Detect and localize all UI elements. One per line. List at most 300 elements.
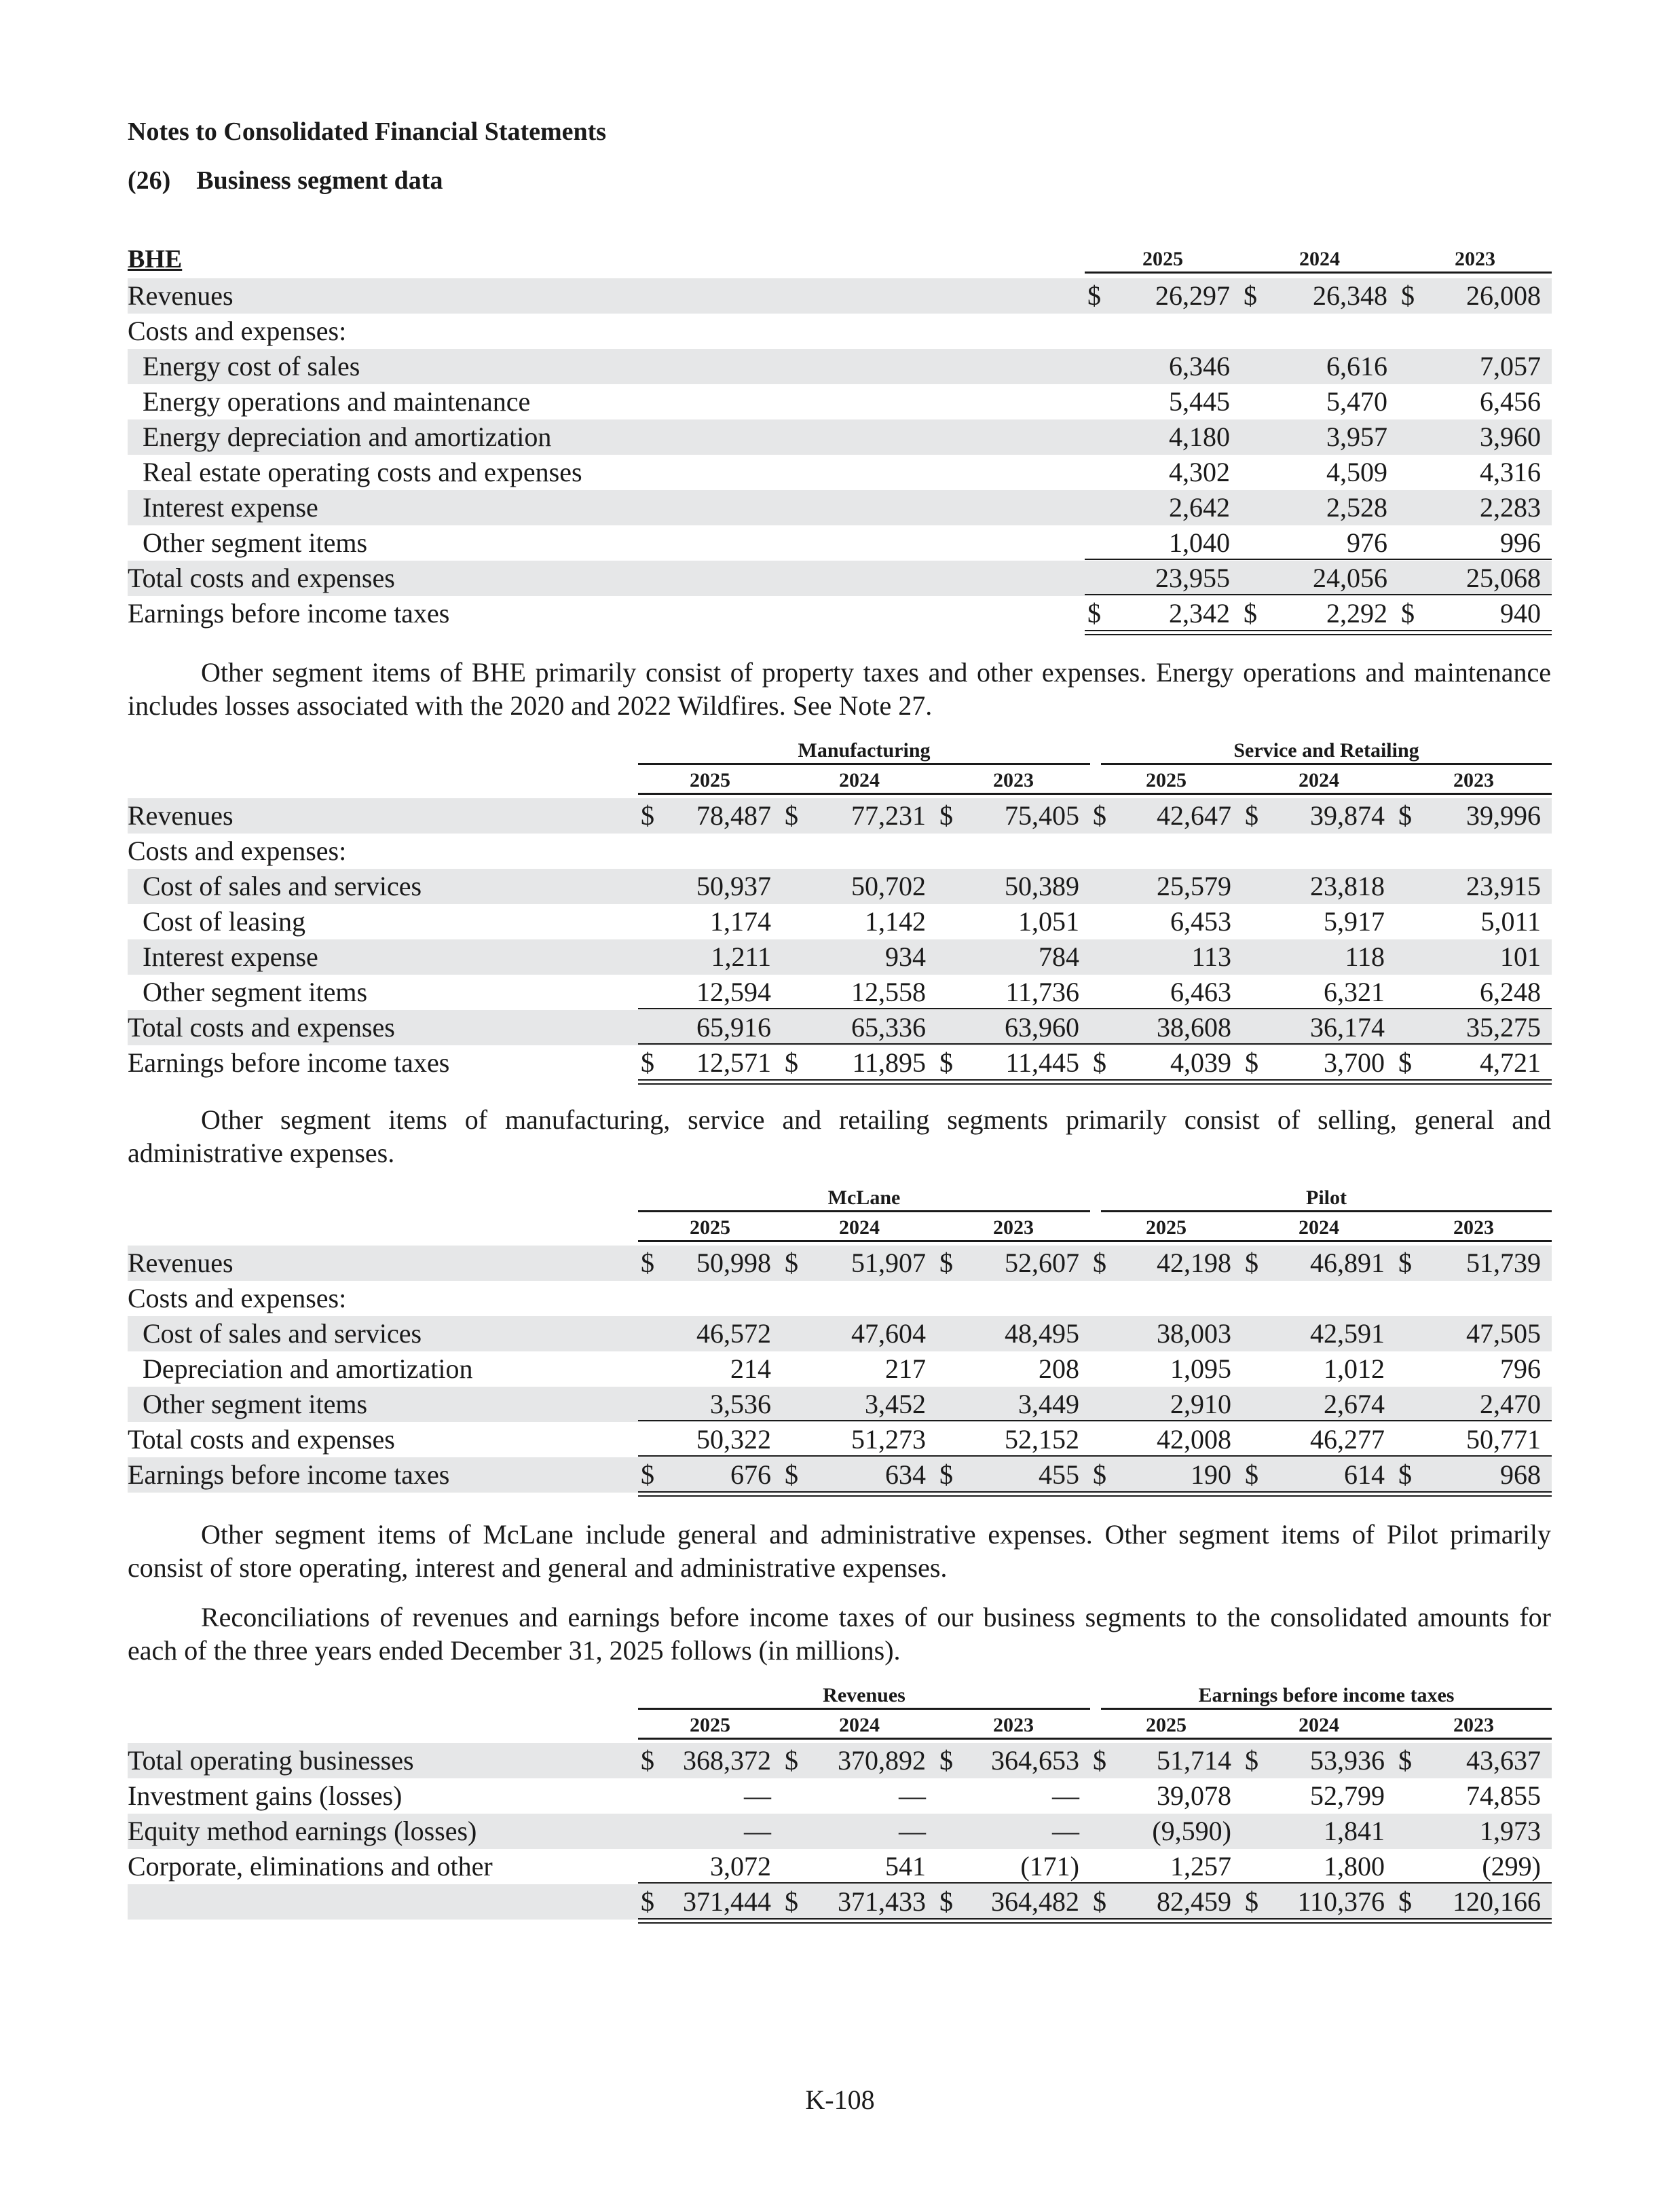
- group-header: Manufacturing: [638, 738, 1090, 765]
- currency-sign: $: [1398, 800, 1412, 831]
- cell-value: 48,495: [1005, 1318, 1079, 1349]
- cell-value: 63,960: [1005, 1012, 1079, 1043]
- currency-sign: $: [1245, 1248, 1258, 1278]
- underline-rule: [1085, 594, 1241, 595]
- underline-rule: [1242, 1882, 1396, 1884]
- year-header: 2023: [1396, 1713, 1552, 1740]
- cell-value: 6,463: [1170, 977, 1231, 1007]
- row-label: Energy operations and maintenance: [143, 386, 531, 417]
- cell-value: 42,198: [1157, 1248, 1231, 1278]
- cell-value: 4,302: [1169, 457, 1230, 487]
- cell-value: [1241, 314, 1387, 349]
- year-header: 2024: [782, 1713, 937, 1740]
- cell-value: 6,453: [1170, 906, 1231, 937]
- row-label: Cost of leasing: [143, 906, 305, 937]
- cell-value: 38,003: [1157, 1318, 1231, 1349]
- year-header: 2025: [1090, 1216, 1242, 1242]
- underline-rule: [1241, 559, 1398, 560]
- cell-value: 217: [885, 1353, 926, 1384]
- currency-sign: $: [1093, 1047, 1106, 1078]
- cell-value: 968: [1500, 1459, 1541, 1490]
- year-header: 2025: [638, 1216, 782, 1242]
- cell-value: 976: [1347, 527, 1387, 558]
- currency-sign: $: [1245, 1745, 1258, 1776]
- mfg-note: Other segment items of manufacturing, service and retailing segments primarily consist of selling, general and administrative expenses.: [128, 1104, 1551, 1168]
- double-underline-rule: [638, 1491, 782, 1497]
- cell-value: 46,277: [1310, 1424, 1385, 1455]
- underline-rule: [1242, 1455, 1396, 1457]
- cell-value: 65,336: [851, 1012, 926, 1043]
- year-header: 2025: [638, 768, 782, 795]
- table-row: [128, 1743, 1552, 1778]
- row-label: Interest expense: [143, 941, 318, 972]
- row-label: Interest expense: [143, 492, 318, 523]
- currency-sign: $: [785, 1248, 798, 1278]
- year-header: 2023: [1396, 768, 1552, 795]
- table-row: [128, 1814, 1552, 1849]
- table-row: [128, 596, 1552, 631]
- currency-sign: $: [1093, 1459, 1106, 1490]
- cell-value: 4,721: [1480, 1047, 1541, 1078]
- cell-value: 2,283: [1480, 492, 1541, 523]
- cell-value: 26,297: [1155, 280, 1230, 311]
- group-header: Revenues: [638, 1683, 1090, 1710]
- cell-value: 78,487: [696, 800, 771, 831]
- double-underline-rule: [1090, 1918, 1242, 1924]
- cell-value: —: [899, 1816, 926, 1846]
- row-label: Other segment items: [143, 527, 368, 558]
- cell-value: 3,700: [1324, 1047, 1385, 1078]
- cell-value: 3,960: [1480, 422, 1541, 452]
- currency-sign: $: [641, 1459, 654, 1490]
- table-row: [128, 349, 1552, 384]
- row-label: Energy depreciation and amortization: [143, 422, 552, 452]
- year-header: 2024: [1242, 1713, 1396, 1740]
- cell-value: 23,915: [1466, 871, 1541, 901]
- cell-value: 2,910: [1170, 1389, 1231, 1419]
- underline-rule: [638, 1455, 782, 1457]
- row-label: Revenues: [128, 1248, 234, 1278]
- cell-value: 5,917: [1324, 906, 1385, 937]
- table-row: [128, 1281, 1552, 1316]
- cell-value: 2,292: [1326, 598, 1387, 629]
- table-row: [128, 384, 1552, 419]
- cell-value: 934: [885, 941, 926, 972]
- cell-value: 43,637: [1466, 1745, 1541, 1776]
- double-underline-rule: [1242, 1491, 1396, 1497]
- cell-value: [1090, 834, 1231, 869]
- year-header: 2024: [782, 1216, 937, 1242]
- cell-value: 53,936: [1310, 1745, 1385, 1776]
- currency-sign: $: [785, 800, 798, 831]
- cell-value: 455: [1039, 1459, 1079, 1490]
- bhe-label: BHE: [128, 245, 183, 274]
- cell-value: 370,892: [838, 1745, 926, 1776]
- row-label: Earnings before income taxes: [128, 1459, 450, 1490]
- underline-rule: [937, 1882, 1090, 1884]
- year-header: 2023: [1396, 1216, 1552, 1242]
- underline-rule: [638, 1043, 782, 1045]
- mclane-note: Other segment items of McLane include general and administrative expenses. Other segment items of Pilot primarily consist of store operating, interest and general and administrative expenses.: [128, 1519, 1551, 1583]
- cell-value: 50,702: [851, 871, 926, 901]
- row-label: Costs and expenses:: [128, 316, 347, 346]
- double-underline-rule: [1396, 1918, 1552, 1924]
- currency-sign: $: [1401, 598, 1415, 629]
- table-row: [128, 1246, 1552, 1281]
- cell-value: (299): [1482, 1851, 1541, 1882]
- cell-value: 12,594: [696, 977, 771, 1007]
- cell-value: 74,855: [1466, 1780, 1541, 1811]
- cell-value: 11,895: [852, 1047, 926, 1078]
- row-label: Equity method earnings (losses): [128, 1816, 477, 1846]
- cell-value: 23,818: [1310, 871, 1385, 901]
- cell-value: 3,452: [865, 1389, 926, 1419]
- row-label: Total operating businesses: [128, 1745, 414, 1776]
- cell-value: 11,736: [1005, 977, 1079, 1007]
- cell-value: —: [1052, 1780, 1079, 1811]
- double-underline-rule: [1396, 1491, 1552, 1497]
- cell-value: [782, 834, 926, 869]
- cell-value: 52,152: [1005, 1424, 1079, 1455]
- underline-rule: [638, 1882, 782, 1884]
- cell-value: 113: [1191, 941, 1231, 972]
- currency-sign: $: [939, 800, 953, 831]
- cell-value: 6,248: [1480, 977, 1541, 1007]
- cell-value: 42,647: [1157, 800, 1231, 831]
- cell-value: 3,072: [710, 1851, 771, 1882]
- cell-value: —: [744, 1816, 771, 1846]
- double-underline-rule: [638, 1918, 782, 1924]
- underline-rule: [1242, 1008, 1396, 1009]
- cell-value: [1396, 1281, 1541, 1316]
- reconciliation-intro: Reconciliations of revenues and earnings before income taxes of our business segments to the consolidated amounts for each of the three years ended December 31, 2025 follows (in millions).: [128, 1602, 1551, 1666]
- row-label: Total costs and expenses: [128, 1012, 395, 1043]
- table-row: [128, 1778, 1552, 1814]
- currency-sign: $: [1398, 1886, 1412, 1917]
- cell-value: 11,445: [1005, 1047, 1079, 1078]
- cell-value: 4,039: [1170, 1047, 1231, 1078]
- table-row: [128, 1351, 1552, 1387]
- double-underline-rule: [937, 1491, 1090, 1497]
- cell-value: 46,572: [696, 1318, 771, 1349]
- currency-sign: $: [939, 1886, 953, 1917]
- double-underline-rule: [937, 1918, 1090, 1924]
- cell-value: [638, 834, 771, 869]
- year-header: 2025: [1090, 768, 1242, 795]
- currency-sign: $: [939, 1248, 953, 1278]
- cell-value: 2,674: [1324, 1389, 1385, 1419]
- cell-value: 364,653: [991, 1745, 1079, 1776]
- currency-sign: $: [939, 1459, 953, 1490]
- cell-value: 12,558: [851, 977, 926, 1007]
- cell-value: 1,211: [711, 941, 771, 972]
- year-header: 2024: [1242, 768, 1396, 795]
- double-underline-rule: [937, 1079, 1090, 1085]
- table-row: [128, 975, 1552, 1010]
- cell-value: [937, 834, 1079, 869]
- group-header: Pilot: [1101, 1186, 1552, 1212]
- double-underline-rule: [782, 1079, 937, 1085]
- cell-value: 676: [730, 1459, 771, 1490]
- cell-value: 39,874: [1310, 800, 1385, 831]
- currency-sign: $: [1093, 1745, 1106, 1776]
- cell-value: [1398, 314, 1541, 349]
- cell-value: 24,056: [1313, 563, 1387, 593]
- cell-value: [1090, 1281, 1231, 1316]
- cell-value: 784: [1039, 941, 1079, 972]
- cell-value: 39,996: [1466, 800, 1541, 831]
- double-underline-rule: [1242, 1918, 1396, 1924]
- cell-value: 371,444: [683, 1886, 771, 1917]
- currency-sign: $: [1093, 800, 1106, 831]
- cell-value: 51,907: [851, 1248, 926, 1278]
- table-row: [128, 314, 1552, 349]
- page-title: Notes to Consolidated Financial Statements: [128, 117, 607, 146]
- currency-sign: $: [785, 1886, 798, 1917]
- double-underline-rule: [782, 1491, 937, 1497]
- cell-value: 38,608: [1157, 1012, 1231, 1043]
- underline-rule: [1398, 594, 1552, 595]
- cell-value: 36,174: [1310, 1012, 1385, 1043]
- currency-sign: $: [1398, 1459, 1412, 1490]
- currency-sign: $: [1398, 1047, 1412, 1078]
- cell-value: 1,051: [1018, 906, 1079, 937]
- cell-value: 4,509: [1326, 457, 1387, 487]
- cell-value: 101: [1500, 941, 1541, 972]
- year-header: 2023: [937, 1713, 1090, 1740]
- cell-value: 1,040: [1169, 527, 1230, 558]
- cell-value: 634: [885, 1459, 926, 1490]
- year-header: 2023: [937, 1216, 1090, 1242]
- row-label: Revenues: [128, 280, 234, 311]
- cell-value: 6,616: [1326, 351, 1387, 381]
- underline-rule: [1398, 559, 1552, 560]
- year-header: 2024: [1242, 1216, 1396, 1242]
- currency-sign: $: [641, 1248, 654, 1278]
- cell-value: 6,346: [1169, 351, 1230, 381]
- row-label: Revenues: [128, 800, 234, 831]
- section-title: (26) Business segment data: [128, 166, 443, 195]
- table-row: [128, 490, 1552, 525]
- row-label: Investment gains (losses): [128, 1780, 403, 1811]
- double-underline-rule: [1090, 1079, 1242, 1085]
- cell-value: 82,459: [1157, 1886, 1231, 1917]
- cell-value: [1242, 1281, 1385, 1316]
- currency-sign: $: [1093, 1886, 1106, 1917]
- cell-value: 42,591: [1310, 1318, 1385, 1349]
- underline-rule: [1090, 1008, 1242, 1009]
- cell-value: 614: [1344, 1459, 1385, 1490]
- table-row: [128, 1884, 1552, 1920]
- cell-value: 5,470: [1326, 386, 1387, 417]
- currency-sign: $: [1245, 1886, 1258, 1917]
- row-label: Costs and expenses:: [128, 836, 347, 866]
- table-row: [128, 1387, 1552, 1422]
- cell-value: 1,257: [1170, 1851, 1231, 1882]
- double-underline-rule: [1398, 630, 1552, 635]
- year-header: 2023: [1398, 247, 1552, 274]
- cell-value: 996: [1500, 527, 1541, 558]
- cell-value: 1,800: [1324, 1851, 1385, 1882]
- cell-value: 65,916: [696, 1012, 771, 1043]
- underline-rule: [1090, 1455, 1242, 1457]
- cell-value: 120,166: [1453, 1886, 1541, 1917]
- cell-value: 118: [1345, 941, 1385, 972]
- underline-rule: [937, 1043, 1090, 1045]
- currency-sign: $: [1398, 1248, 1412, 1278]
- row-label: Energy cost of sales: [143, 351, 360, 381]
- table-row: [128, 834, 1552, 869]
- cell-value: 1,841: [1324, 1816, 1385, 1846]
- row-label: Earnings before income taxes: [128, 598, 450, 629]
- double-underline-rule: [638, 1079, 782, 1085]
- cell-value: 42,008: [1157, 1424, 1231, 1455]
- table-row: [128, 904, 1552, 939]
- row-label: Total costs and expenses: [128, 563, 395, 593]
- cell-value: 5,445: [1169, 386, 1230, 417]
- underline-rule: [1090, 1043, 1242, 1045]
- table-row: [128, 455, 1552, 490]
- table-row: [128, 1045, 1552, 1081]
- underline-rule: [782, 1008, 937, 1009]
- underline-rule: [1396, 1882, 1552, 1884]
- underline-rule: [937, 1008, 1090, 1009]
- double-underline-rule: [782, 1918, 937, 1924]
- cell-value: [937, 1281, 1079, 1316]
- underline-rule: [638, 1008, 782, 1009]
- row-label: Other segment items: [143, 977, 368, 1007]
- underline-rule: [1242, 1420, 1396, 1421]
- currency-sign: $: [1398, 1745, 1412, 1776]
- currency-sign: $: [641, 800, 654, 831]
- cell-value: —: [744, 1780, 771, 1811]
- cell-value: 1,095: [1170, 1353, 1231, 1384]
- cell-value: 50,998: [696, 1248, 771, 1278]
- row-label: Other segment items: [143, 1389, 368, 1419]
- currency-sign: $: [1087, 598, 1101, 629]
- currency-sign: $: [1244, 598, 1257, 629]
- cell-value: 110,376: [1297, 1886, 1385, 1917]
- cell-value: 371,433: [838, 1886, 926, 1917]
- cell-value: 1,174: [710, 906, 771, 937]
- underline-rule: [1396, 1008, 1552, 1009]
- currency-sign: $: [939, 1047, 953, 1078]
- underline-rule: [1085, 559, 1241, 560]
- cell-value: 5,011: [1480, 906, 1541, 937]
- cell-value: 23,955: [1155, 563, 1230, 593]
- cell-value: 51,273: [851, 1424, 926, 1455]
- cell-value: [782, 1281, 926, 1316]
- group-header: McLane: [638, 1186, 1090, 1212]
- table-row: [128, 869, 1552, 904]
- cell-value: 52,799: [1310, 1780, 1385, 1811]
- cell-value: 3,957: [1326, 422, 1387, 452]
- cell-value: 364,482: [991, 1886, 1079, 1917]
- cell-value: —: [899, 1780, 926, 1811]
- cell-value: 2,342: [1169, 598, 1230, 629]
- cell-value: 796: [1500, 1353, 1541, 1384]
- currency-sign: $: [1245, 800, 1258, 831]
- cell-value: 4,316: [1480, 457, 1541, 487]
- cell-value: 7,057: [1480, 351, 1541, 381]
- cell-value: 46,891: [1310, 1248, 1385, 1278]
- underline-rule: [1090, 1882, 1242, 1884]
- cell-value: 6,321: [1324, 977, 1385, 1007]
- underline-rule: [638, 1420, 782, 1421]
- year-header: 2024: [1241, 247, 1398, 274]
- cell-value: 12,571: [696, 1047, 771, 1078]
- cell-value: 208: [1039, 1353, 1079, 1384]
- currency-sign: $: [641, 1886, 654, 1917]
- cell-value: 6,456: [1480, 386, 1541, 417]
- cell-value: 1,142: [865, 906, 926, 937]
- cell-value: 541: [885, 1851, 926, 1882]
- cell-value: 25,068: [1466, 563, 1541, 593]
- row-label: Earnings before income taxes: [128, 1047, 450, 1078]
- table-row: [128, 798, 1552, 834]
- row-label: Real estate operating costs and expenses: [143, 457, 582, 487]
- cell-value: 368,372: [683, 1745, 771, 1776]
- cell-value: 3,449: [1018, 1389, 1079, 1419]
- cell-value: (171): [1020, 1851, 1079, 1882]
- year-header: 2025: [1090, 1713, 1242, 1740]
- cell-value: 3,536: [710, 1389, 771, 1419]
- bhe-note: Other segment items of BHE primarily consist of property taxes and other expenses. Energy operations and maintenance includes losses associated with the 2020 and 2022 Wildfires. See Note 27.: [128, 657, 1551, 721]
- table-row: [128, 1849, 1552, 1884]
- currency-sign: $: [1401, 280, 1415, 311]
- year-header: 2025: [1085, 247, 1241, 274]
- table-row: [128, 1422, 1552, 1457]
- cell-value: 51,739: [1466, 1248, 1541, 1278]
- currency-sign: $: [641, 1047, 654, 1078]
- cell-value: 50,937: [696, 871, 771, 901]
- table-row: [128, 939, 1552, 975]
- double-underline-rule: [1090, 1491, 1242, 1497]
- table-row: [128, 525, 1552, 561]
- cell-value: 2,642: [1169, 492, 1230, 523]
- row-label: Total costs and expenses: [128, 1424, 395, 1455]
- table-row: [128, 1457, 1552, 1493]
- underline-rule: [1241, 594, 1398, 595]
- currency-sign: $: [1093, 1248, 1106, 1278]
- double-underline-rule: [1241, 630, 1398, 635]
- cell-value: 47,505: [1466, 1318, 1541, 1349]
- cell-value: 1,012: [1324, 1353, 1385, 1384]
- underline-rule: [782, 1420, 937, 1421]
- cell-value: 50,389: [1005, 871, 1079, 901]
- currency-sign: $: [785, 1459, 798, 1490]
- cell-value: 190: [1191, 1459, 1231, 1490]
- underline-rule: [1090, 1420, 1242, 1421]
- underline-rule: [1396, 1043, 1552, 1045]
- cell-value: 1,973: [1480, 1816, 1541, 1846]
- currency-sign: $: [1244, 280, 1257, 311]
- table-row: [128, 1316, 1552, 1351]
- currency-sign: $: [785, 1745, 798, 1776]
- cell-value: 50,771: [1466, 1424, 1541, 1455]
- underline-rule: [1242, 1043, 1396, 1045]
- cell-value: 39,078: [1157, 1780, 1231, 1811]
- underline-rule: [1396, 1455, 1552, 1457]
- cell-value: 35,275: [1466, 1012, 1541, 1043]
- underline-rule: [937, 1455, 1090, 1457]
- underline-rule: [782, 1043, 937, 1045]
- currency-sign: $: [939, 1745, 953, 1776]
- cell-value: 25,579: [1157, 871, 1231, 901]
- currency-sign: $: [641, 1745, 654, 1776]
- double-underline-rule: [1242, 1079, 1396, 1085]
- cell-value: [638, 1281, 771, 1316]
